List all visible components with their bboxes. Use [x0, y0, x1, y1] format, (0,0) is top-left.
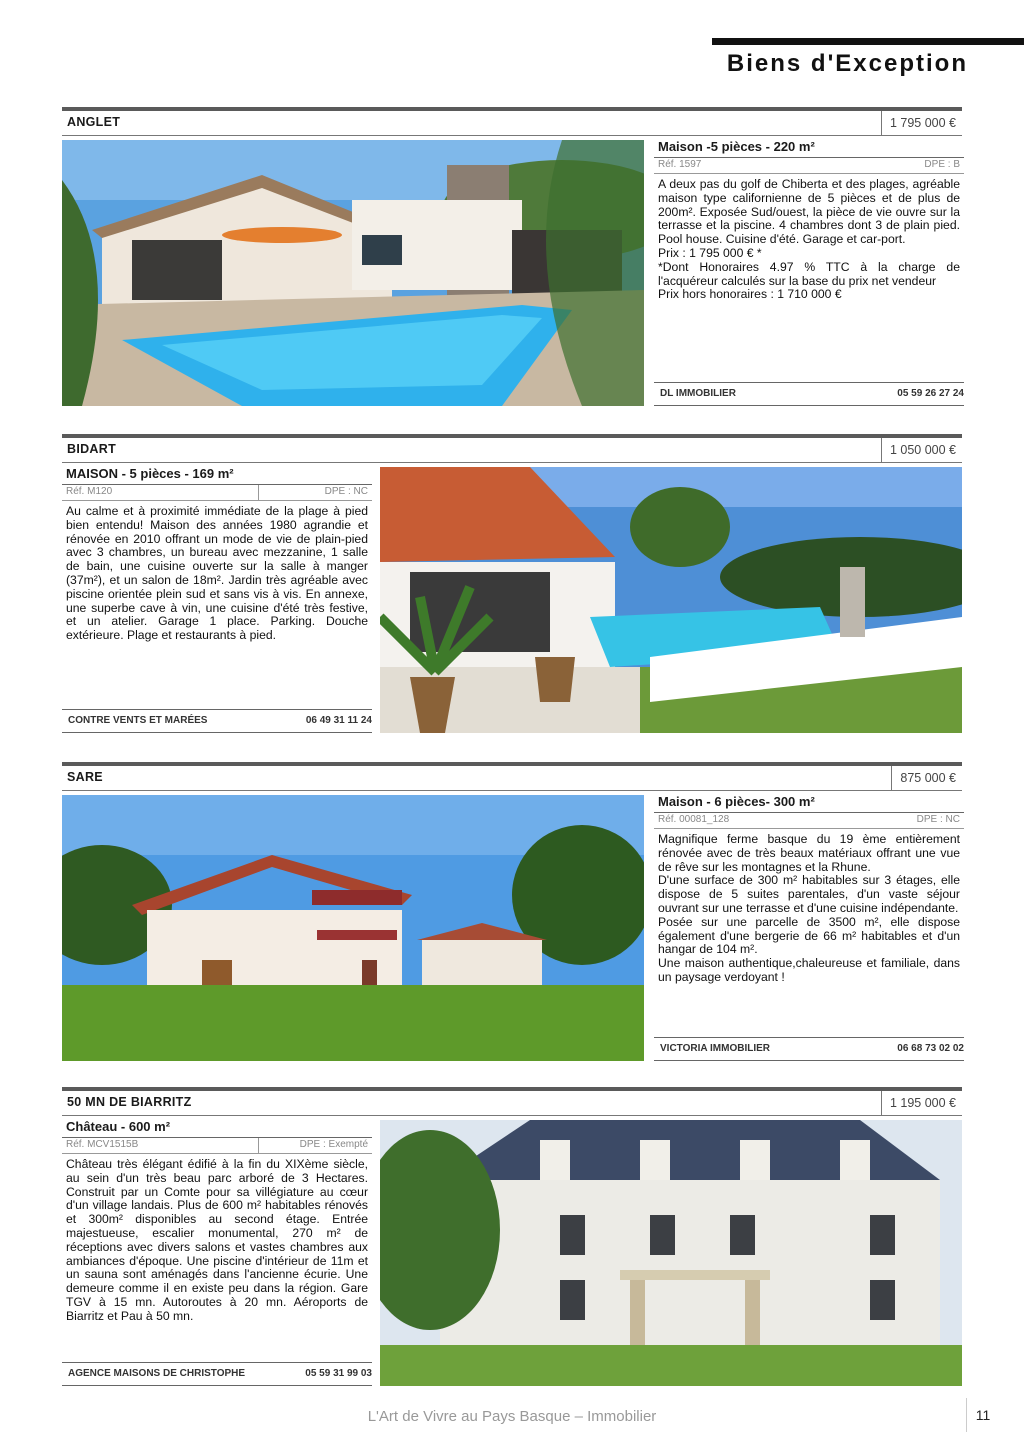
header-rule	[712, 38, 1024, 45]
property-photo-pool-villa	[62, 140, 644, 406]
description-paragraph: *Dont Honoraires 4.97 % TTC à la charge de l'acquéreur calculés sur la base du prix net vendeur	[658, 259, 960, 288]
agency-row	[62, 1362, 372, 1386]
description-paragraph: Posée sur une parcelle de 3500 m², elle dispose également d'une bergerie de 66 m² habitables et d'un hangar de 104 m².	[658, 914, 960, 957]
listing-price: 1 795 000 €	[881, 111, 962, 135]
magazine-footer: L'Art de Vivre au Pays Basque – Immobilier	[367, 1408, 657, 1425]
listing-sare	[62, 762, 962, 1061]
listing-price: 875 000 €	[891, 766, 962, 790]
property-description	[658, 178, 960, 302]
listing-info	[62, 463, 372, 733]
agency-phone: 05 59 26 27 24	[897, 388, 964, 399]
reference-row	[62, 485, 372, 501]
property-photo-basque-farmhouse	[62, 795, 644, 1061]
agency-name: VICTORIA IMMOBILIER	[660, 1043, 770, 1054]
property-description	[66, 1158, 368, 1324]
reference-row	[62, 1138, 372, 1154]
description-paragraph: Une maison authentique,chaleureuse et familiale, dans un paysage verdoyant !	[658, 956, 960, 984]
energy-rating: DPE : Exempté	[299, 1139, 368, 1150]
agency-row	[654, 382, 964, 406]
reference-row	[654, 813, 964, 829]
property-reference: Réf. 1597	[658, 159, 702, 170]
description-paragraph: Au calme et à proximité immédiate de la plage à pied bien entendu! Maison des années 1980 agrandie et rénovée en 2010 offrant un mode de vie de plain-pied avec 3 chambres, un bureau avec mezzanine, 1 salle de bain, une cuisine ouverte sur la salle à manger (37m²), et un salon de 18m². Jardin très agréable avec piscine orientée plein sud et sans vis à vis. En annexe, une superbe cave à vin, une cuisine d'été très festive, et un atelier. Garage 1 place. Parking. Douche extérieure. Plage et restaurants à pied.	[66, 504, 368, 643]
listing-info	[654, 791, 964, 1061]
description-paragraph: D'une surface de 300 m² habitables sur 3 étages, elle dispose de 5 suites parentales, d'un vaste séjour ouvrant sur une terrasse et d'une cuisine indépendante.	[658, 873, 960, 915]
listing-city: 50 MN DE BIARRITZ	[67, 1095, 192, 1109]
agency-row	[654, 1037, 964, 1061]
agency-row	[62, 709, 372, 733]
property-title: MAISON - 5 pièces - 169 m²	[62, 463, 372, 485]
listing-info	[62, 1116, 372, 1386]
property-reference: Réf. M120	[66, 486, 113, 497]
property-photo-garden-pool	[380, 467, 962, 733]
energy-rating: DPE : NC	[916, 814, 960, 825]
agency-name: AGENCE MAISONS DE CHRISTOPHE	[68, 1368, 246, 1379]
agency-phone: 06 49 31 11 24	[305, 715, 372, 726]
property-title: Maison -5 pièces - 220 m²	[654, 136, 964, 158]
property-reference: Réf. 00081_128	[658, 814, 730, 825]
property-title: Château - 600 m²	[62, 1116, 372, 1138]
listing-anglet	[62, 107, 962, 406]
page-number: 11	[966, 1398, 999, 1432]
listing-chateau	[62, 1087, 962, 1386]
agency-name: DL IMMOBILIER	[660, 388, 736, 399]
property-reference: Réf. MCV1515B	[66, 1139, 139, 1150]
listing-header	[62, 762, 962, 791]
listing-city: SARE	[67, 770, 103, 784]
property-title: Maison - 6 pièces- 300 m²	[654, 791, 964, 813]
energy-rating: DPE : B	[924, 159, 960, 170]
listing-price: 1 050 000 €	[881, 438, 962, 462]
description-paragraph: Château très élégant édifié à la fin du XIXème siècle, au sein d'un très beau parc arboré de 3 Hectares. Construit par un Comte pour sa villégiature au cœur d'un village landais. Plus de 600 m² habitables rénovés et 300m² disponibles au second étage. Entrée majestueuse, escalier monumental, 270 m² de réceptions avec divers salons et vastes chambres aux ambiances d'époque. Une piscine d'intérieur de 11m et un sauna sont aménagés dans l'ancienne écurie. Une demeure comme il en existe peu dans la région. Gare TGV à 15 mn. Autoroutes à 20 mn. Aéroports de Biarritz et Pau à 50 mn.	[66, 1157, 368, 1323]
description-paragraph: Prix hors honoraires : 1 710 000 €	[658, 287, 842, 302]
page-title: Biens d'Exception	[726, 50, 968, 77]
energy-rating: DPE : NC	[324, 486, 368, 497]
reference-row	[654, 158, 964, 174]
listing-city: BIDART	[67, 442, 117, 456]
agency-name: CONTRE VENTS ET MARÉES	[68, 715, 208, 726]
listing-header	[62, 434, 962, 463]
description-paragraph: Prix : 1 795 000 € *	[658, 245, 762, 260]
property-description	[66, 505, 368, 643]
description-paragraph: Magnifique ferme basque du 19 ème entièrement rénovée avec de très beaux matériaux offrant une vue de rêve sur les montagnes et la Rhune.	[658, 832, 960, 874]
description-paragraph: A deux pas du golf de Chiberta et des plages, agréable maison type californienne de 5 pièces et de plus de 200m². Exposée Sud/ouest, la pièce de vie ouvre sur la terrasse et la piscine. 4 chambres dont 3 de plain pied. Pool house. Cuisine d'été. Garage et car-port.	[658, 177, 960, 247]
listing-header	[62, 107, 962, 136]
listing-price: 1 195 000 €	[881, 1091, 962, 1115]
agency-phone: 05 59 31 99 03	[305, 1368, 372, 1379]
listing-header	[62, 1087, 962, 1116]
listing-info	[654, 136, 964, 406]
listing-bidart	[62, 434, 962, 733]
listing-city: ANGLET	[67, 115, 121, 129]
property-photo-chateau	[380, 1120, 962, 1386]
agency-phone: 06 68 73 02 02	[897, 1043, 964, 1054]
property-description	[658, 833, 960, 985]
